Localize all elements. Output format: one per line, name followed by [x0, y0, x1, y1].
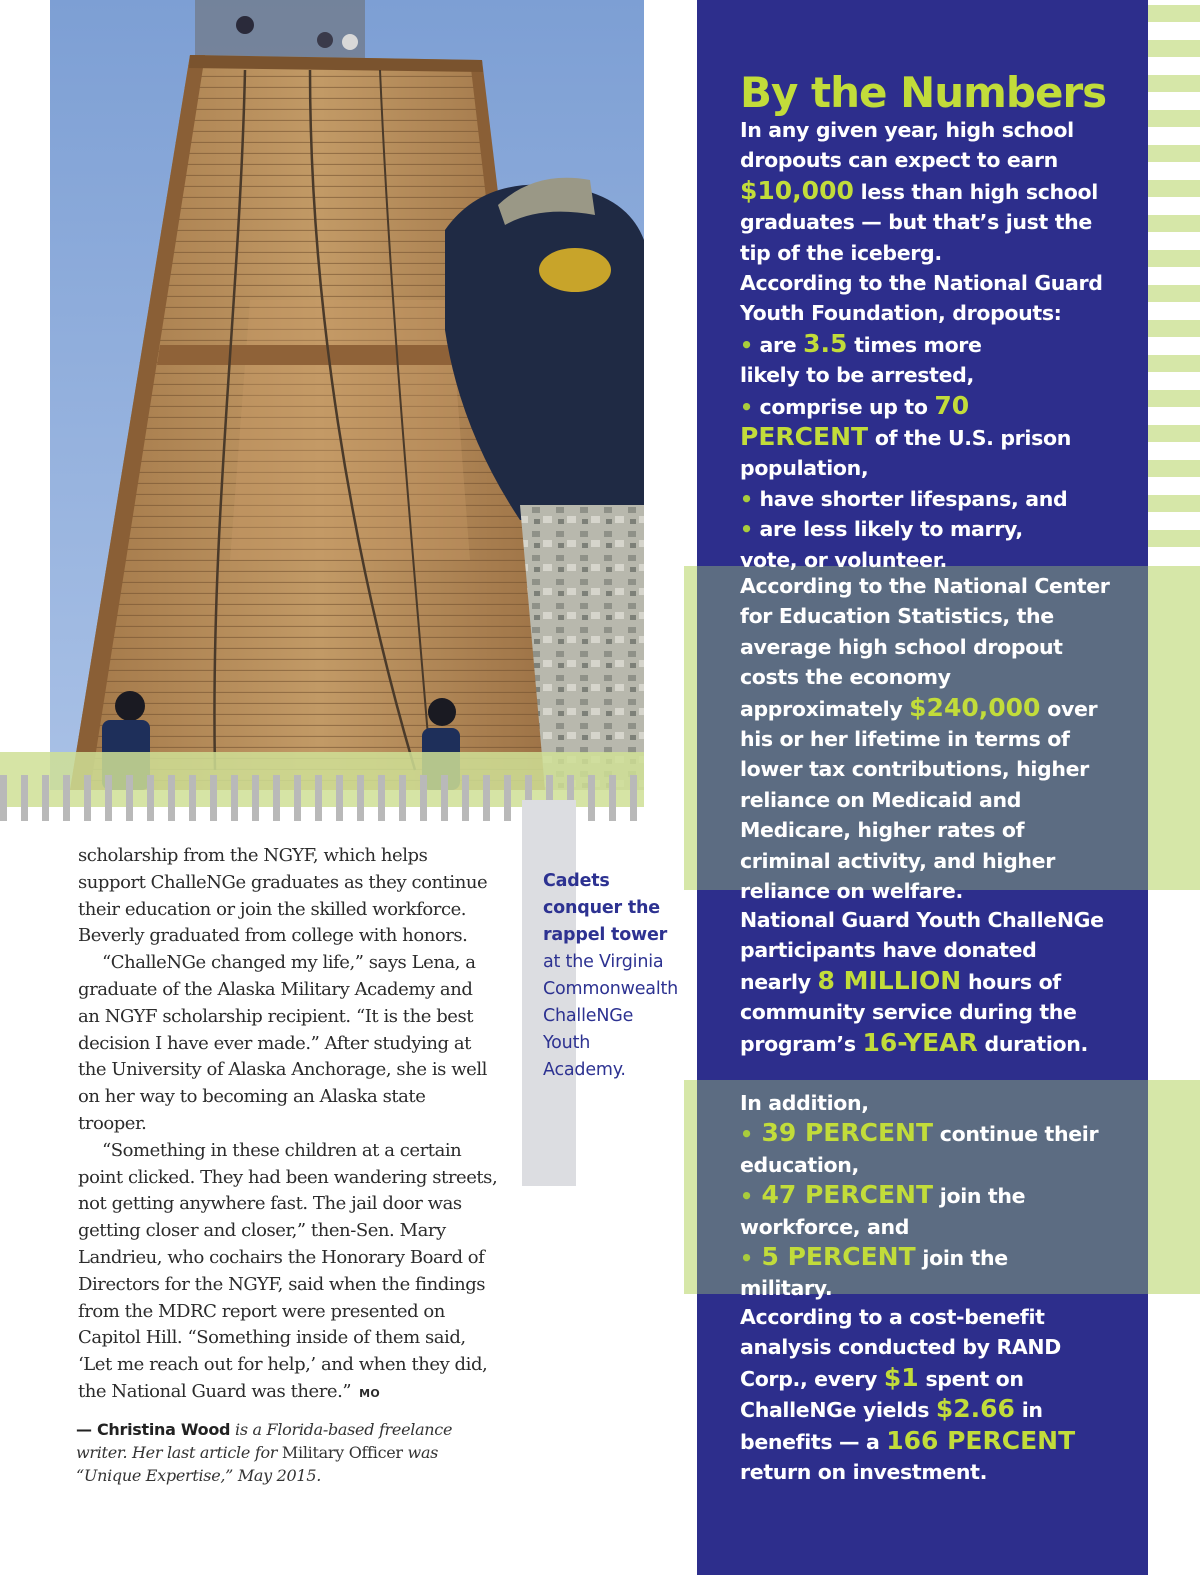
s1-b1-highlight: 3.5 [803, 328, 848, 358]
s1-intro-b: less than high school graduates — but that’s just the tip of the iceberg. [740, 179, 1098, 265]
s3-highlight-1: 8 MILLION [817, 965, 962, 995]
bullet-icon: • [740, 486, 753, 511]
s1-b4: are less likely to marry, vote, or volunteer. [740, 517, 1023, 572]
sidebar-title: By the Numbers [740, 68, 1107, 117]
author-name: — Christina Wood [76, 1420, 231, 1439]
s1-b2-highlight: 70 PERCENT [740, 390, 970, 452]
caption-bold: Cadets conquer the rappel tower [543, 871, 668, 945]
article-paragraph-2: “ChalleNGe changed my life,” says Lena, a graduate of the Alaska Military Academy and an NGYF scholarship recipient. “It is the best decision I have ever made.” After studying at the University of Alaska Anchorage, she is well on her way to becoming an Alaska state trooper. [78, 952, 487, 1134]
rappel-tower-illustration [50, 0, 644, 790]
author-byline [76, 1418, 496, 1487]
s1-b2-a: comprise up to [752, 394, 935, 419]
s2-highlight: $240,000 [909, 692, 1041, 722]
s1-highlight-earn: $10,000 [740, 175, 854, 205]
s1-intro-a: In any given year, high school dropouts can expect to earn [740, 118, 1074, 173]
s4-b2-highlight: 47 PERCENT [752, 1180, 934, 1210]
bullet-icon: • [740, 1184, 753, 1209]
s4-intro: In addition, [740, 1091, 869, 1115]
s5-highlight-1: $1 [883, 1362, 919, 1392]
s5-b: spent on ChalleNGe yields [740, 1366, 1024, 1423]
s5-a: According to a cost-benefit analysis conducted by RAND Corp., every [740, 1305, 1061, 1391]
bullet-icon: • [740, 517, 753, 542]
article-paragraph-3 [78, 1138, 498, 1408]
s4-b1-highlight: 39 PERCENT [752, 1118, 934, 1148]
byline-text-1: is a Florida-based freelance writer. Her last article for [76, 1420, 453, 1462]
s1-b3: have shorter lifespans, and [752, 486, 1068, 511]
s1-b1-a: are [752, 332, 804, 357]
s1-b2-b: of the U.S. prison population, [740, 426, 1071, 481]
byline-text-2: was “Unique Expertise,” May 2015. [76, 1443, 439, 1485]
s4-b1: continue their education, [740, 1122, 1099, 1177]
s4-b2: join the workforce, and [740, 1184, 1026, 1239]
s5-c: in benefits — a [740, 1398, 1043, 1454]
bullet-icon: • [740, 1246, 753, 1271]
bullet-icon: • [740, 332, 753, 357]
end-mark: MO [359, 1386, 381, 1400]
s3-b: hours of community service during the program’s [740, 969, 1077, 1056]
panel-2-edge [684, 566, 697, 890]
s3-highlight-2: 16-YEAR [862, 1027, 978, 1057]
s3-c: duration. [977, 1031, 1088, 1056]
s4-b3: join the military. [740, 1246, 1008, 1301]
section-rand-roi [740, 1302, 1112, 1487]
article-paragraph-3-text: “Something in these children at a certain point clicked. They had been wandering streets, not getting anywhere fast. The jail door was getting closer and closer,” then-Sen. Mary Landrieu, who cochairs the Honorary Board of Directors for the NGYF, said when the findings from the MDRC report were presented on Capitol Hill. “Something inside of them said, ‘Let me reach out for help,’ and when they did, the National Guard was there.” [78, 1139, 498, 1402]
section-earnings [740, 115, 1112, 575]
section-in-addition [740, 1088, 1100, 1304]
s2-b: over his or her lifetime in terms of lower tax contributions, higher reliance on Medicaid and Medicare, higher rates of criminal activity, and higher reliance on welfare. [740, 696, 1098, 904]
photo-caption [543, 868, 679, 1084]
s5-d: return on investment. [740, 1460, 988, 1485]
article-paragraph-1: scholarship from the NGYF, which helps support ChalleNGe graduates as they continue their education or join the skilled workforce. Beverly graduated from college with honors. [78, 845, 488, 947]
s5-highlight-2: $2.66 [935, 1394, 1015, 1424]
publication-name: Military Officer [281, 1443, 403, 1462]
article-body [78, 843, 498, 1408]
section-community-service [740, 905, 1110, 1059]
section-dropout-cost [740, 571, 1115, 906]
s1-lead: According to the National Guard Youth Foundation, dropouts: [740, 271, 1103, 326]
bullet-icon: • [740, 394, 753, 419]
s1-b1-b: times more likely to be arrested, [740, 332, 982, 388]
right-stripe-decoration [1148, 0, 1200, 1575]
s5-highlight-3: 166 PERCENT [886, 1425, 1076, 1455]
caption-rest: at the Virginia Commonwealth ChalleNGe Youth Academy. [543, 952, 679, 1080]
s4-b3-highlight: 5 PERCENT [752, 1242, 916, 1272]
s3-a: National Guard Youth ChalleNGe participants have donated nearly [740, 908, 1104, 994]
rappel-tower-photo [50, 0, 644, 790]
panel-4-edge [684, 1080, 697, 1294]
bullet-icon: • [740, 1122, 753, 1147]
s2-a: According to the National Center for Education Statistics, the average high school dropout costs the economy approximately [740, 574, 1110, 721]
